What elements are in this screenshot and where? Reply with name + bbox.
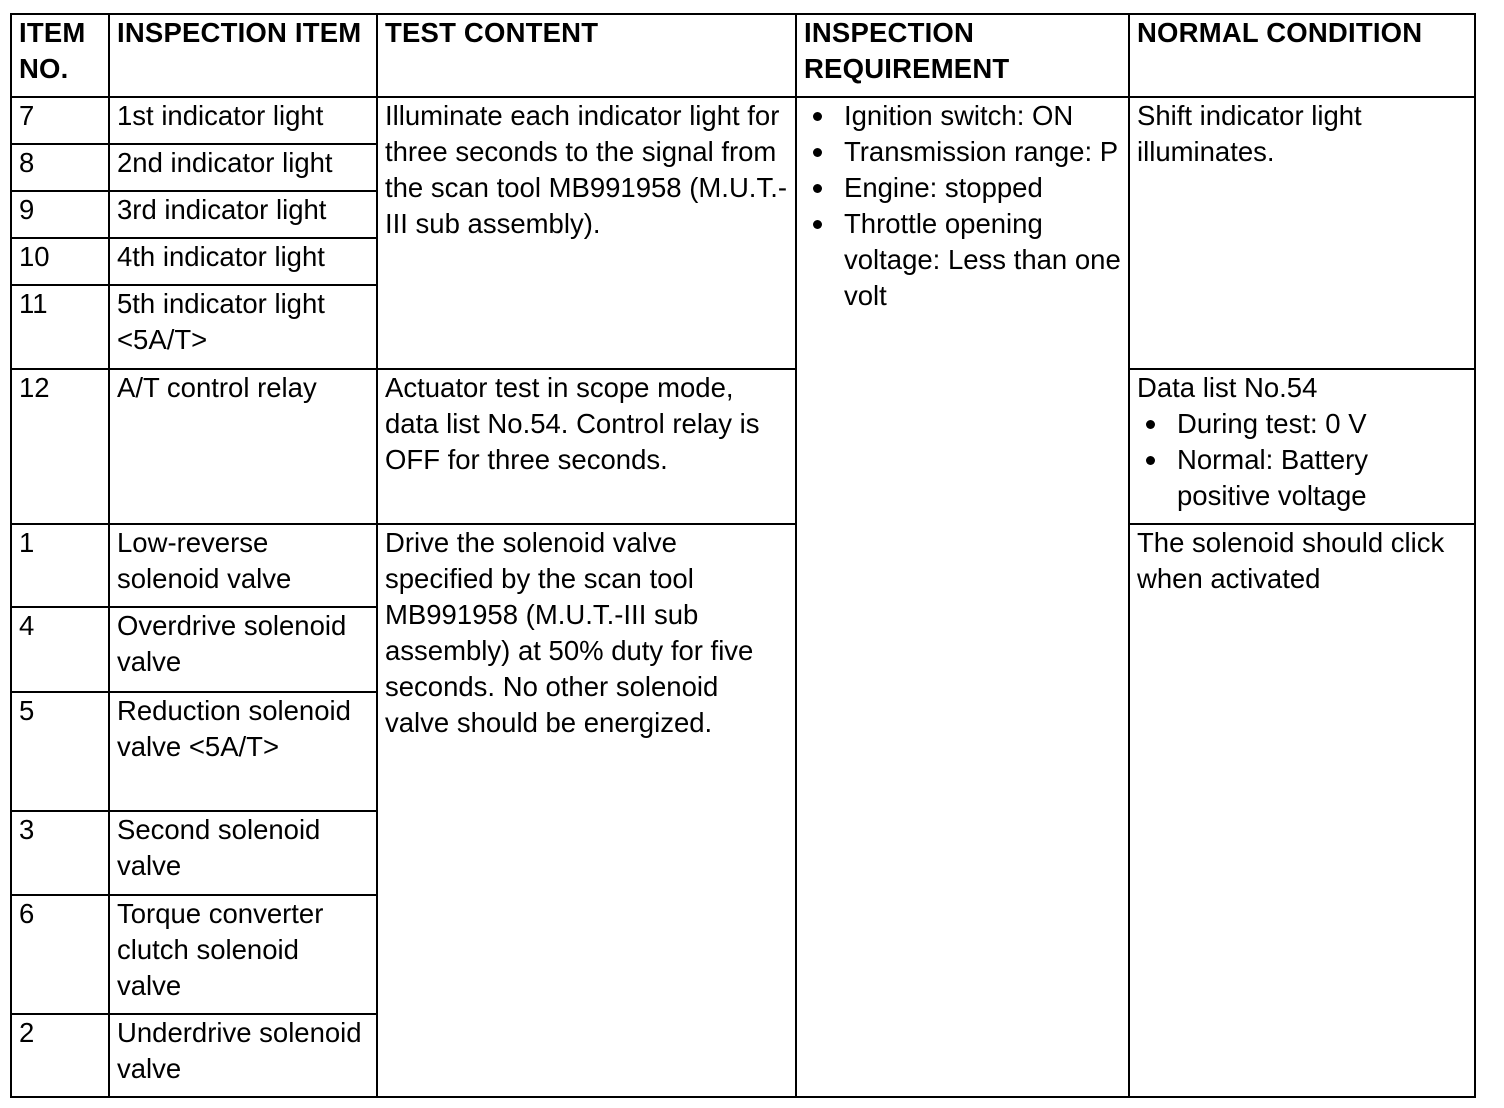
- header-item-no: ITEM NO.: [11, 14, 109, 97]
- item-no-cell: 1: [11, 524, 109, 607]
- test-content-indicator-lights: Illuminate each indicator light for three seconds to the signal from the scan tool MB991958 (M.U.T.-III sub assembly).: [377, 97, 796, 369]
- table-row: [11, 97, 1475, 144]
- item-no-cell: 5: [11, 692, 109, 811]
- inspection-item-cell: 4th indicator light: [109, 238, 377, 285]
- item-no-cell: 2: [11, 1014, 109, 1097]
- item-no-cell: 4: [11, 607, 109, 691]
- inspection-requirement-cell: [796, 97, 1129, 1097]
- header-inspection-item: INSPECTION ITEM: [109, 14, 377, 97]
- normal-condition-data-list-title: Data list No.54: [1137, 372, 1318, 404]
- normal-condition-indicator-lights: Shift indicator light illuminates.: [1129, 97, 1475, 369]
- inspection-item-cell: Low-reverse solenoid valve: [109, 524, 377, 607]
- inspection-item-cell: Second solenoid valve: [109, 811, 377, 895]
- inspection-item-cell: A/T control relay: [109, 369, 377, 524]
- normal-condition-solenoid-valves: The solenoid should click when activated: [1129, 524, 1475, 1097]
- header-test-content: TEST CONTENT: [377, 14, 796, 97]
- normal-condition-relay-list: [1137, 406, 1467, 514]
- item-no-cell: 11: [11, 285, 109, 369]
- item-no-cell: 3: [11, 811, 109, 895]
- item-no-cell: 12: [11, 369, 109, 524]
- item-no-cell: 8: [11, 144, 109, 191]
- item-no-cell: 6: [11, 895, 109, 1014]
- table-row: [11, 524, 1475, 607]
- normal-condition-item: Normal: Battery positive voltage: [1137, 442, 1467, 514]
- normal-condition-item: During test: 0 V: [1137, 406, 1467, 442]
- header-row: [11, 14, 1475, 97]
- test-content-control-relay: Actuator test in scope mode, data list No.54. Control relay is OFF for three seconds.: [377, 369, 796, 524]
- inspection-table: [10, 13, 1476, 1098]
- item-no-cell: 9: [11, 191, 109, 238]
- inspection-item-cell: Reduction solenoid valve <5A/T>: [109, 692, 377, 811]
- test-content-solenoid-valves: Drive the solenoid valve specified by the scan tool MB991958 (M.U.T.-III sub assembly) at 50% duty for five seconds. No other solenoid valve should be energized.: [377, 524, 796, 1097]
- normal-condition-control-relay: [1129, 369, 1475, 524]
- header-normal-condition: NORMAL CONDITION: [1129, 14, 1475, 97]
- requirement-item: Engine: stopped: [804, 170, 1121, 206]
- inspection-item-cell: 3rd indicator light: [109, 191, 377, 238]
- item-no-cell: 7: [11, 97, 109, 144]
- requirement-item: Throttle opening voltage: Less than one volt: [804, 206, 1121, 314]
- inspection-item-cell: 1st indicator light: [109, 97, 377, 144]
- table-row: [11, 369, 1475, 524]
- inspection-item-cell: 2nd indicator light: [109, 144, 377, 191]
- header-inspection-requirement: INSPECTION REQUIREMENT: [796, 14, 1129, 97]
- inspection-item-cell: Torque converter clutch solenoid valve: [109, 895, 377, 1014]
- requirement-item: Transmission range: P: [804, 134, 1121, 170]
- requirement-item: Ignition switch: ON: [804, 98, 1121, 134]
- inspection-item-cell: Underdrive solenoid valve: [109, 1014, 377, 1097]
- item-no-cell: 10: [11, 238, 109, 285]
- inspection-item-cell: Overdrive solenoid valve: [109, 607, 377, 691]
- inspection-item-cell: 5th indicator light <5A/T>: [109, 285, 377, 369]
- inspection-requirement-list: [804, 98, 1121, 314]
